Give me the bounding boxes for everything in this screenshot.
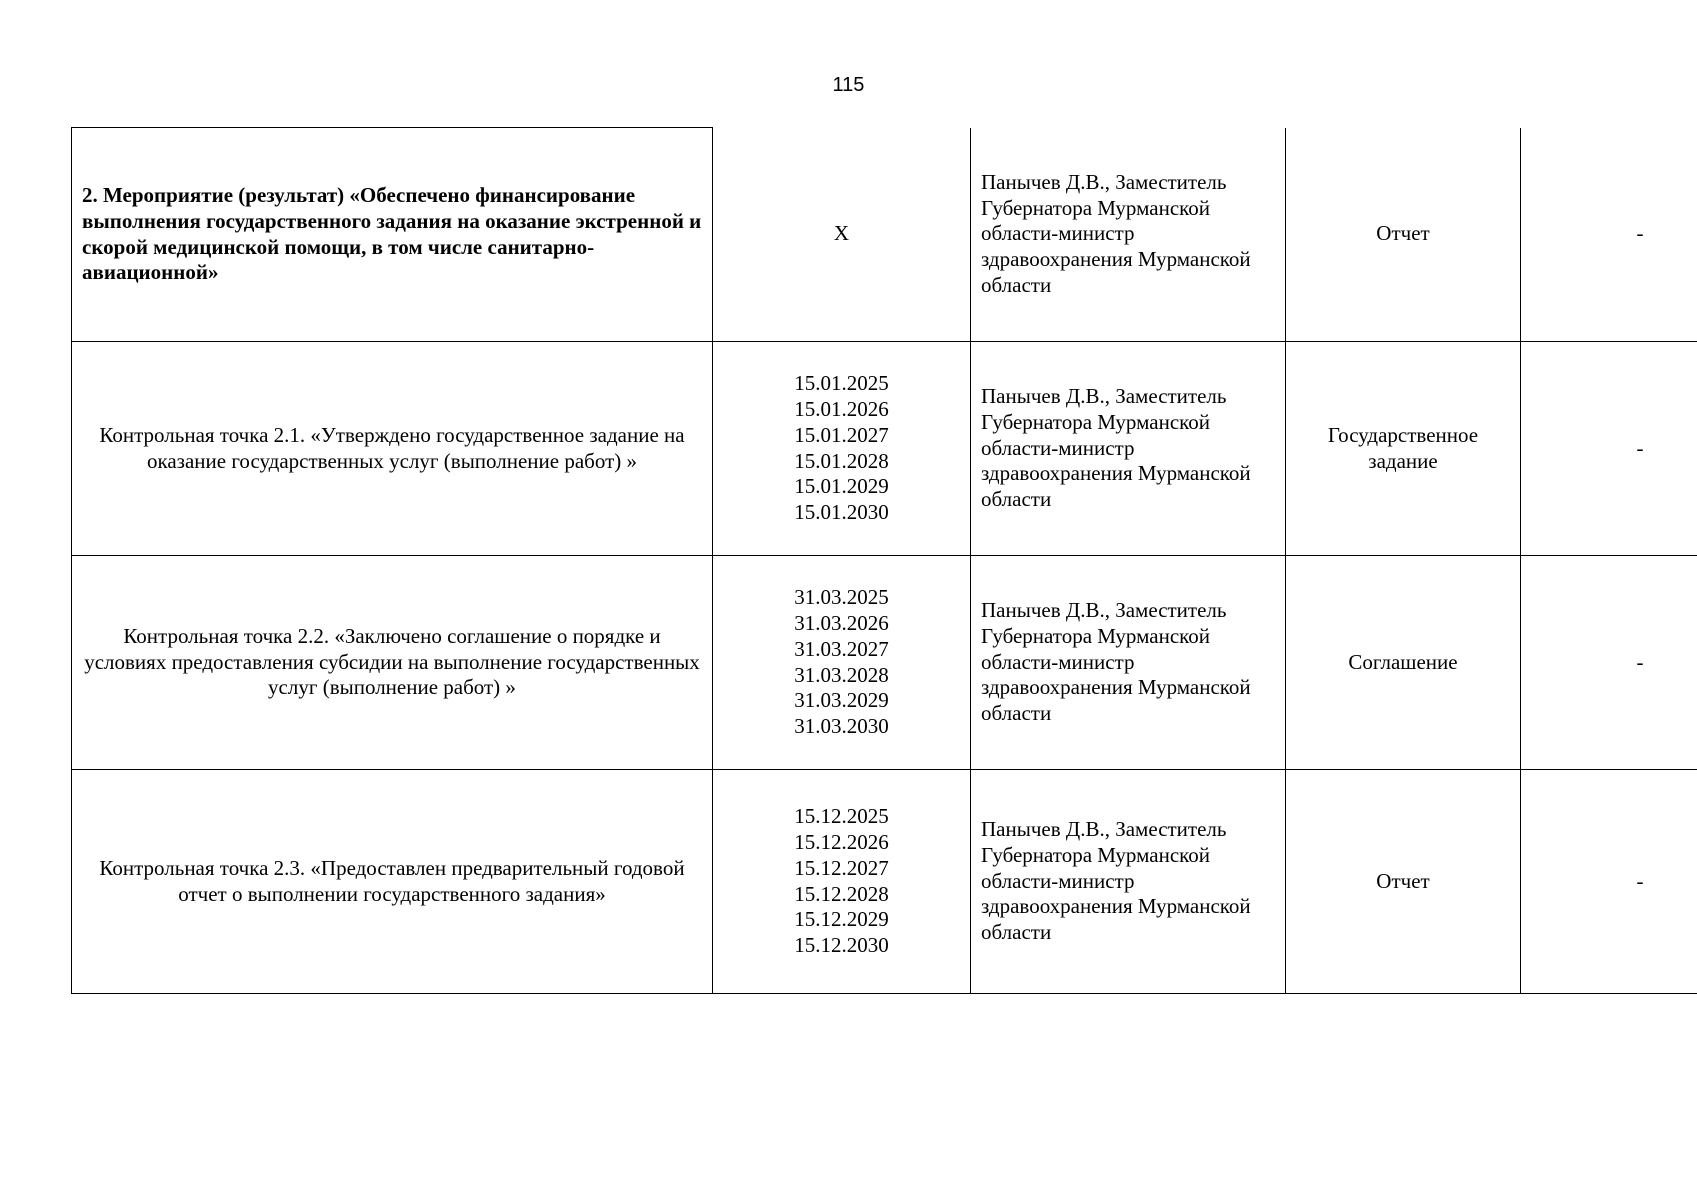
date-value: 15.12.2029 — [794, 907, 889, 932]
table-row-event — [72, 128, 1697, 342]
note-value: - — [1636, 221, 1644, 246]
event-title: 2. Мероприятие (результат) «Обеспечено финансирование выполнения государственного задания на оказание экстренной и скорой медицинской помощи, в том числе санитарно-авиационной» — [82, 183, 702, 285]
date-value: 15.12.2028 — [794, 881, 889, 906]
document-type: Государственное задание — [1327, 422, 1479, 473]
date-value: 15.12.2025 — [794, 804, 889, 829]
document-type: Отчет — [1376, 868, 1430, 893]
date-value: 31.03.2025 — [794, 585, 889, 610]
plan-table — [71, 127, 1697, 994]
checkpoint-title-cell — [72, 342, 713, 556]
date-value: 31.03.2027 — [794, 636, 889, 661]
responsible-cell — [971, 128, 1286, 342]
responsible-cell — [971, 770, 1286, 994]
note-value: - — [1636, 435, 1644, 460]
date-value: 15.01.2027 — [794, 422, 889, 447]
date-value: 31.03.2030 — [794, 713, 889, 738]
event-title-cell — [72, 128, 713, 342]
note-cell — [1521, 556, 1697, 770]
table-row-checkpoint — [72, 770, 1697, 994]
responsible-cell — [971, 342, 1286, 556]
date-value: 15.01.2030 — [794, 499, 889, 524]
responsible-person: Панычев Д.В., Заместитель Губернатора Мурманской области-министр здравоохранения Мурманской области — [981, 817, 1251, 945]
date-value: 15.12.2026 — [794, 830, 889, 855]
table-row-checkpoint — [72, 342, 1697, 556]
checkpoint-title: Контрольная точка 2.1. «Утверждено государственное задание на оказание государственных услуг (выполнение работ) » — [99, 422, 685, 473]
date-value: X — [833, 221, 850, 246]
date-value: 31.03.2028 — [794, 662, 889, 687]
dates-cell — [713, 770, 971, 994]
responsible-person: Панычев Д.В., Заместитель Губернатора Мурманской области-министр здравоохранения Мурманской области — [981, 598, 1251, 726]
note-value: - — [1636, 649, 1644, 674]
document-type: Отчет — [1376, 221, 1430, 246]
date-value: 15.01.2029 — [794, 474, 889, 499]
note-cell — [1521, 342, 1697, 556]
date-value: 15.01.2025 — [794, 371, 889, 396]
dates-cell — [713, 342, 971, 556]
date-value: 15.12.2027 — [794, 855, 889, 880]
date-value: 15.01.2028 — [794, 448, 889, 473]
document-cell — [1286, 128, 1521, 342]
date-value: 15.01.2026 — [794, 397, 889, 422]
checkpoint-title-cell — [72, 770, 713, 994]
checkpoint-title: Контрольная точка 2.2. «Заключено соглашение о порядке и условиях предоставления субсидии на выполнение государственных услуг (выполнение работ) » — [84, 623, 700, 700]
responsible-person: Панычев Д.В., Заместитель Губернатора Мурманской области-министр здравоохранения Мурманской области — [981, 169, 1251, 297]
document-cell — [1286, 556, 1521, 770]
note-cell — [1521, 770, 1697, 994]
checkpoint-title-cell — [72, 556, 713, 770]
responsible-person: Панычев Д.В., Заместитель Губернатора Мурманской области-министр здравоохранения Мурманской области — [981, 384, 1251, 512]
dates-cell — [713, 556, 971, 770]
document-cell — [1286, 770, 1521, 994]
table-row-checkpoint — [72, 556, 1697, 770]
page-number: 115 — [832, 74, 865, 96]
date-value: 31.03.2029 — [794, 688, 889, 713]
note-cell — [1521, 128, 1697, 342]
date-value: 15.12.2030 — [794, 932, 889, 957]
responsible-cell — [971, 556, 1286, 770]
note-value: - — [1636, 868, 1644, 893]
document-type: Соглашение — [1348, 649, 1458, 674]
dates-cell — [713, 128, 971, 342]
document-cell — [1286, 342, 1521, 556]
checkpoint-title: Контрольная точка 2.3. «Предоставлен предварительный годовой отчет о выполнении государственного задания» — [99, 855, 685, 906]
date-value: 31.03.2026 — [794, 611, 889, 636]
